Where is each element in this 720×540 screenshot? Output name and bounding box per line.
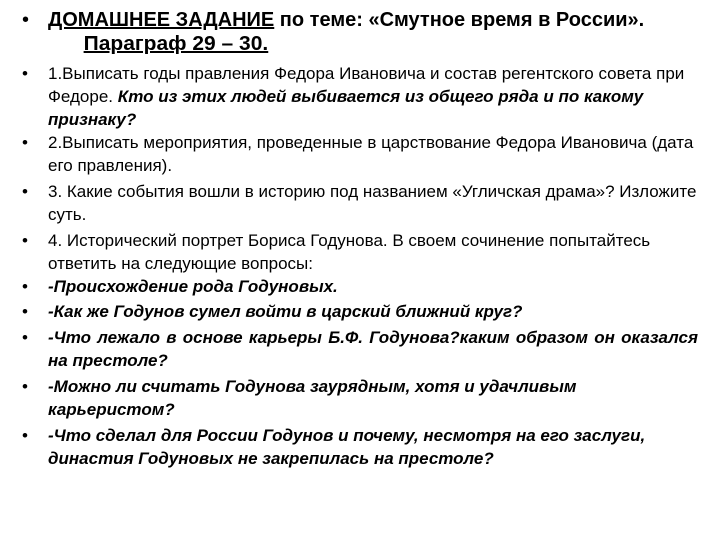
list-item-text: 4. Исторический портрет Бориса Годунова. В своем сочинение попытайтесь ответить на следующие вопросы: xyxy=(48,231,651,273)
bullet-icon: • xyxy=(22,426,28,445)
list-item xyxy=(22,62,698,131)
item-plain: 1.Выписать годы правления Федора Ивановича и состав регентского совета при Федоре. xyxy=(48,64,685,106)
bullet-icon: • xyxy=(22,377,28,396)
title-lead: ДОМАШНЕЕ ЗАДАНИЕ xyxy=(48,9,275,31)
list-item xyxy=(22,326,698,372)
list-item-text: 2.Выписать мероприятия, проведенные в царствование Федора Ивановича (дата его правления). xyxy=(48,133,694,175)
bullet-icon: • xyxy=(22,231,28,250)
item-emphasis: Кто из этих людей выбивается из общего ряда и по какому признаку? xyxy=(48,87,644,129)
paragraph-reference: Параграф 29 – 30. xyxy=(83,33,269,55)
list-item xyxy=(22,375,698,421)
list-item-text: -Что сделал для России Годунов и почему, несмотря на его заслуги, династия Годуновых не закрепилась на престоле? xyxy=(48,426,646,468)
slide-title xyxy=(48,8,698,56)
list-item-text xyxy=(48,62,698,131)
bullet-icon: • xyxy=(22,277,28,296)
bullet-icon: • xyxy=(22,9,30,31)
list-item xyxy=(22,275,698,298)
list-item-text: -Можно ли считать Годунова заурядным, хотя и удачливым карьеристом? xyxy=(48,377,577,419)
list-item xyxy=(22,131,698,177)
bullet-icon: • xyxy=(22,133,28,152)
list-item-text: -Что лежало в основе карьеры Б.Ф. Годунова?каким образом он оказался на престоле? xyxy=(48,328,698,370)
bullet-icon: • xyxy=(22,182,28,201)
list-item-text: -Происхождение рода Годуновых. xyxy=(48,277,338,296)
bullet-icon: • xyxy=(22,328,28,347)
title-rest: по теме: «Смутное время в России». xyxy=(274,9,645,31)
list-item xyxy=(22,300,698,323)
title-item xyxy=(22,8,698,56)
list-item xyxy=(22,424,698,470)
bullet-icon: • xyxy=(22,64,28,83)
list-item xyxy=(22,180,698,226)
list-item-text: 3. Какие события вошли в историю под названием «Угличская драма»? Изложите суть. xyxy=(48,182,697,224)
list-item xyxy=(22,229,698,275)
bullet-icon: • xyxy=(22,302,28,321)
list-item-text: -Как же Годунов сумел войти в царский ближний круг? xyxy=(48,302,523,321)
